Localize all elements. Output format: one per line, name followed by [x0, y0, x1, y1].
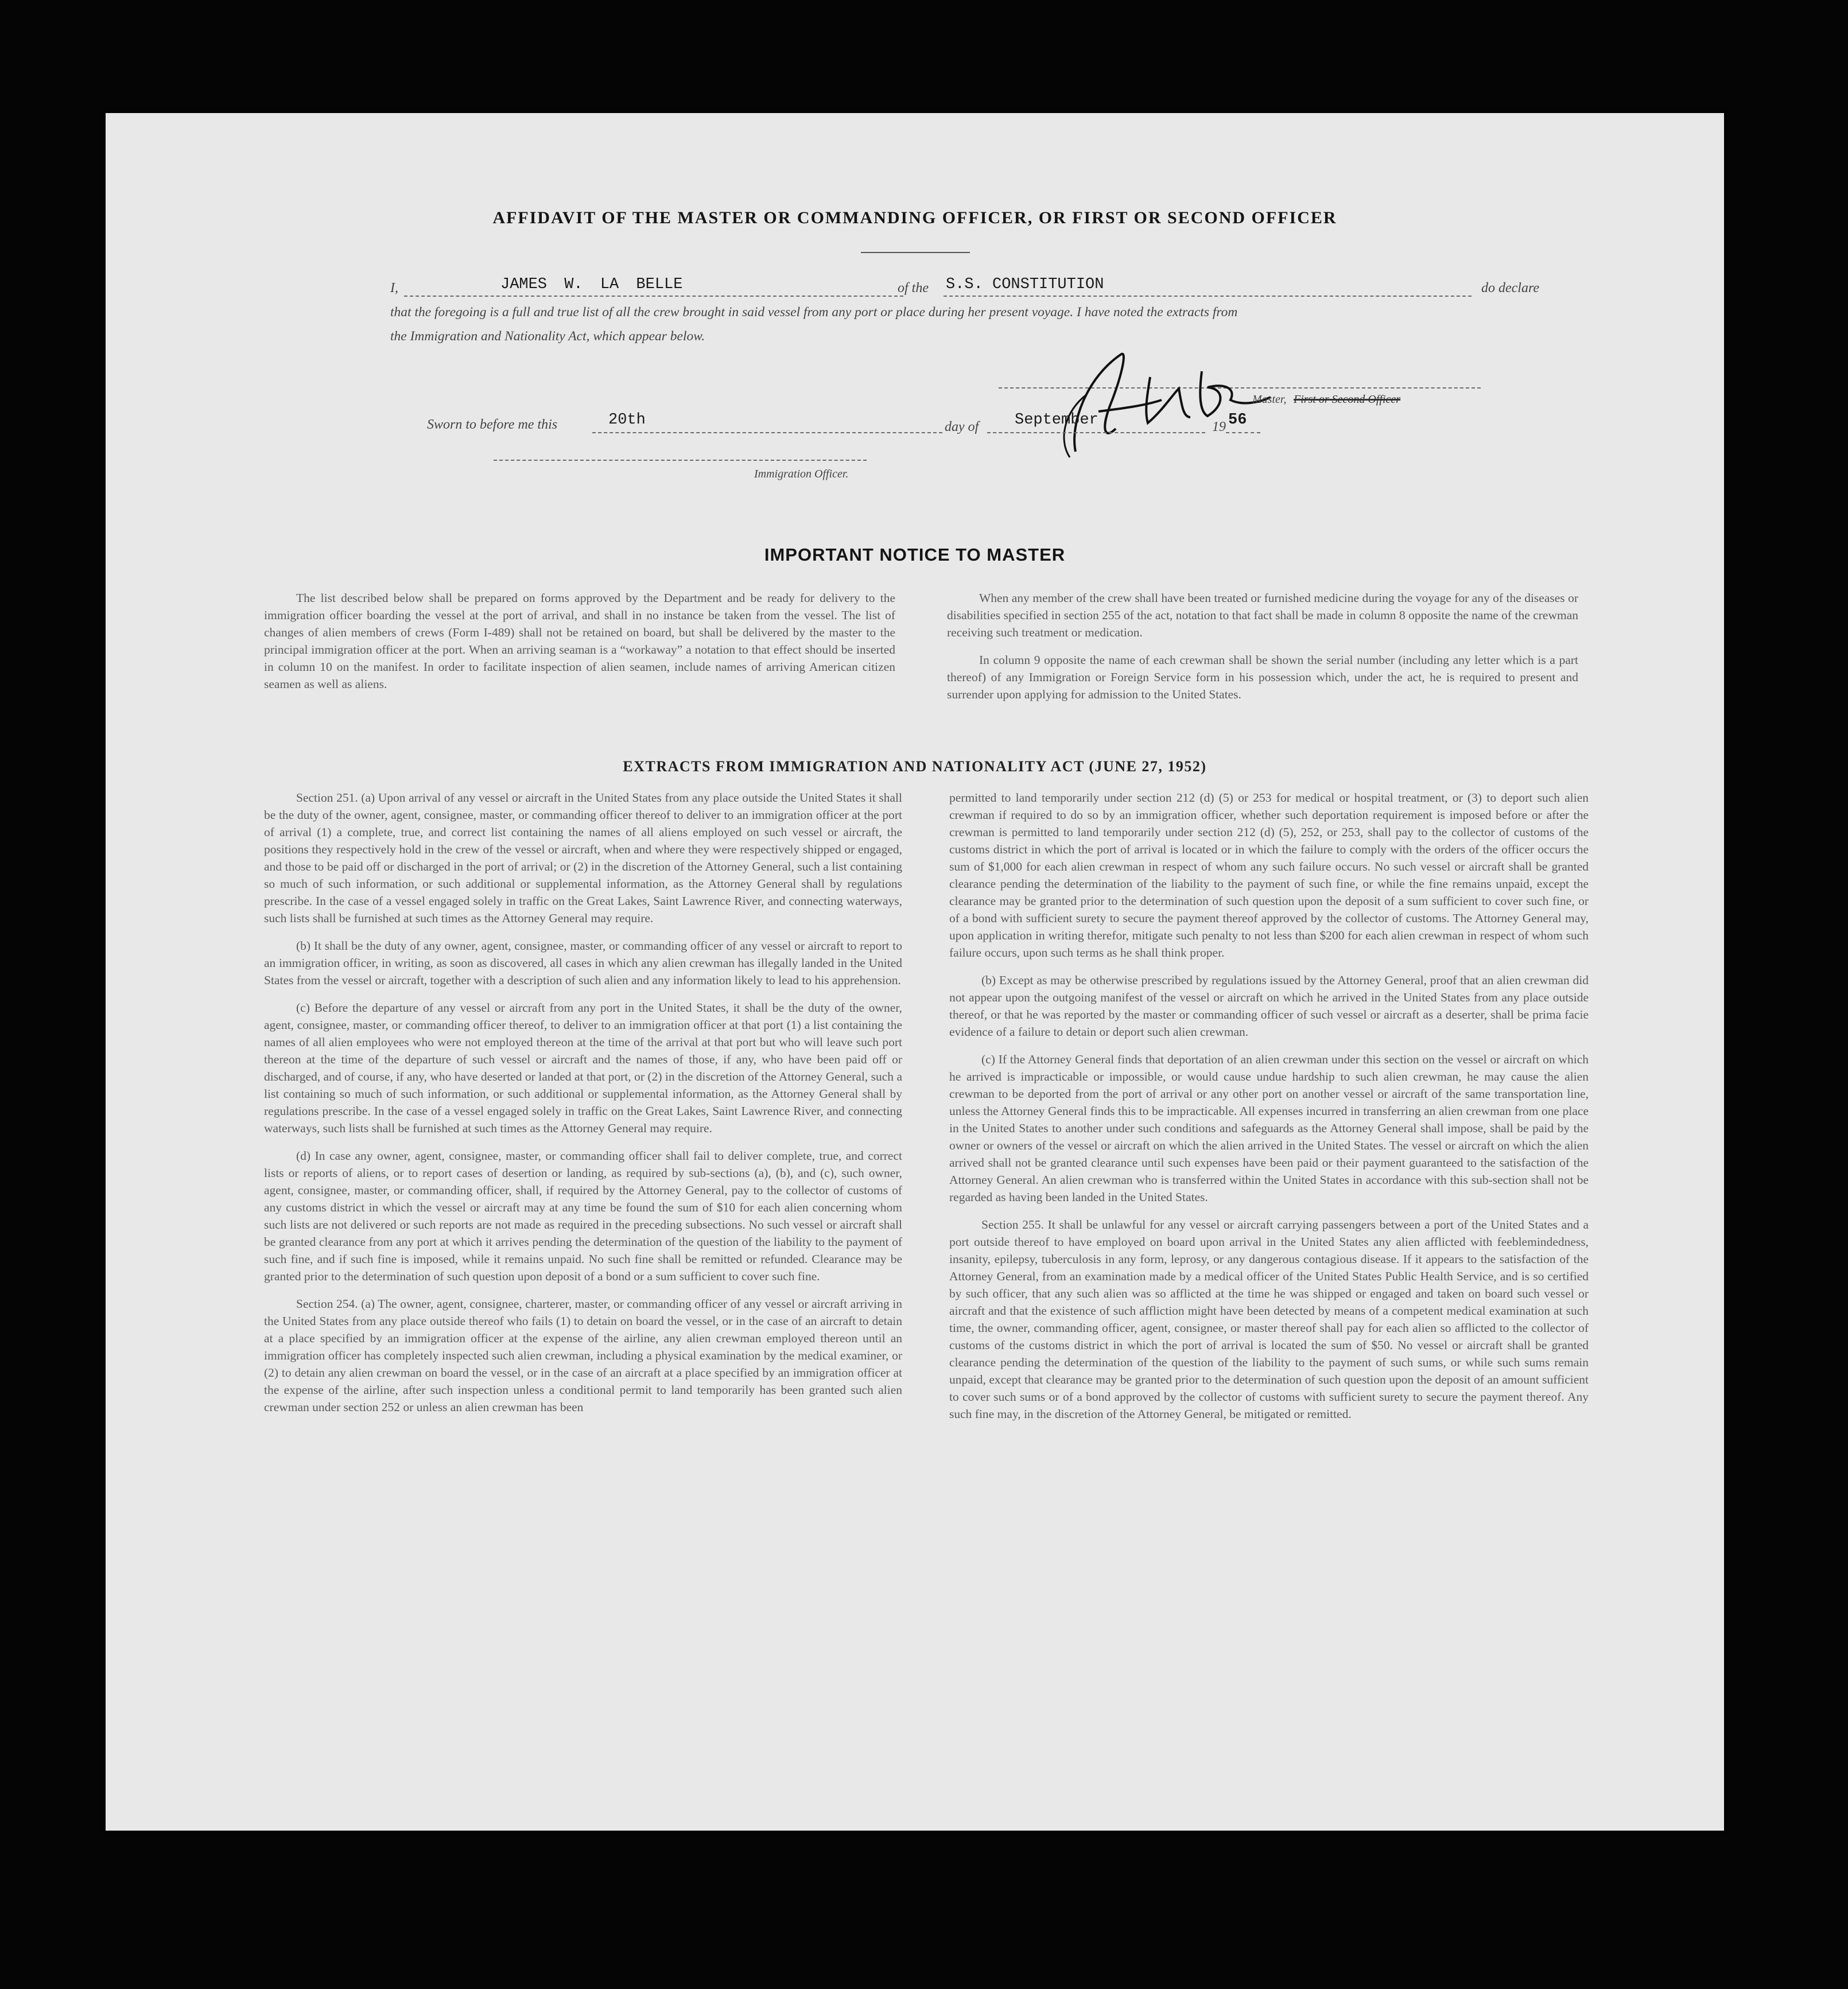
struck-officer-text: First or Second Officer — [1294, 393, 1401, 406]
section-251-c: (c) Before the departure of any vessel or aircraft from any port in the United States, it shall be the duty of the owner, agent, consignee, master, or commanding officer thereof, to deliver to an immigration officer at that port (1) a list containing the names of all alien employees who were not employed thereon at the time of the arrival at that port but who will leave such port thereon at the time of the departure of such vessel or aircraft and the names of those, if any, who have been paid off or discharged, and of course, if any, who have deserted or landed at that port, or (2) in the discretion of the Attorney General, such a list containing so much of such information, or such additional or supplemental information, as the Attorney General shall by regulations prescribe. In the case of a vessel engaged solely in traffic on the Great Lakes, Saint Lawrence River, and connecting waterways, such lists shall be furnished at such times as the Attorney General may require. — [264, 1001, 902, 1135]
i-label: I, — [390, 281, 398, 296]
master-name-field: JAMES W. LA BELLE — [500, 276, 683, 293]
declaration-text-line2: the Immigration and Nationality Act, which appear below. — [390, 329, 705, 344]
section-254-c: (c) If the Attorney General finds that deportation of an alien crewman under this section on the vessel or aircraft on which he arrived is impracticable or impossible, or would cause undue hardship to such alien crewman, he may cause the alien crewman to be deported from the port of arrival or any other port on another vessel or aircraft of the same transportation line, unless the Attorney General finds this to be impracticable. All expenses incurred in transferring an alien crewman from one place in the United States to another under such conditions and safeguards as the Attorney General shall impose, shall be paid by the owner or owners of the vessel or aircraft on which the alien arrived in the United States. The vessel or aircraft on which the alien arrived shall not be granted clearance until such expenses have been paid or their payment guaranteed to the satisfaction of the Attorney General. An alien crewman who is transferred within the United States in accordance with this sub-section shall not be regarded as having been landed in the United States. — [949, 1052, 1589, 1204]
do-declare-label: do declare — [1481, 281, 1540, 296]
master-label: Master, — [1252, 393, 1287, 406]
title-rule — [861, 252, 970, 253]
notice-title: IMPORTANT NOTICE TO MASTER — [764, 545, 1066, 565]
notice-right-paragraph: In column 9 opposite the name of each crewman shall be shown the serial number (including any letter which is a part thereof) of any Immigration or Foreign Service form in his possession which, under the act, he is required to present and surrender upon applying for admission to the United States. — [947, 653, 1578, 701]
section-254-a-cont: permitted to land temporarily under section 212 (d) (5) or 253 for medical or hospital treatment, or (3) to deport such alien crewman if required to do so by an immigration officer, whether such deportation requirement is imposed before or after the crewman is permitted to land temporarily under section 212 (d) (5), 252, or 253, shall pay to the collector of customs of the customs district in which the port of arrival is located or in which the failure to comply with the orders of the officer occurs the sum of $1,000 for each alien crewman in respect of whom any such failure occurs. No such vessel or aircraft shall be granted clearance pending the determination of the liability to the payment of such fine, or while the fine remains unpaid, except the clearance may be granted prior to the determination of such question upon the deposit of a sum sufficient to cover such fine, or of a bond with sufficient surety to secure the payment thereof approved by the collector of customs. The Attorney General may, upon application in writing therefor, mitigate such penalty to not less than $200 for each alien crewman in respect of whom such failure occurs, upon such terms as he shall think proper. — [949, 791, 1589, 959]
day-of-label: day of — [945, 419, 979, 434]
year-prefix: 19 — [1212, 419, 1226, 434]
officer-signature-line — [494, 460, 867, 461]
affidavit-title: AFFIDAVIT OF THE MASTER OR COMMANDING OFFICER, OR FIRST OR SECOND OFFICER — [492, 208, 1337, 227]
of-the-label: of the — [898, 281, 929, 296]
section-251-b: (b) It shall be the duty of any owner, agent, consignee, master, or commanding officer of any vessel or aircraft to report to an immigration officer, in writing, as soon as discovered, all cases in which any alien crewman has illegally landed in the United States from the vessel or aircraft, together with a description of such alien and any information likely to lead to his apprehension. — [264, 939, 902, 987]
year-field: 56 — [1228, 411, 1247, 429]
section-254-b: (b) Except as may be otherwise prescribed by regulations issued by the Attorney General, proof that an alien crewman did not appear upon the outgoing manifest of the vessel or aircraft on which he arrived in the United States from any place outside thereof, or that he was reported by the master or commanding officer of such vessel or aircraft as a deserter, shall be prima facie evidence of a failure to detain or deport such alien crewman. — [949, 973, 1589, 1039]
month-line — [987, 432, 1205, 433]
month-field: September — [1015, 411, 1098, 429]
vessel-name-field: S.S. CONSTITUTION — [946, 276, 1104, 293]
extracts-right-column — [949, 789, 1589, 1433]
officer-label: Immigration Officer. — [754, 468, 849, 480]
extracts-title: EXTRACTS FROM IMMIGRATION AND NATIONALITY ACT (JUNE 27, 1952) — [623, 758, 1207, 775]
section-251-d: (d) In case any owner, agent, consignee, master, or commanding officer shall fail to deliver complete, true, and correct lists or reports of aliens, or to report cases of desertion or landing, as required by sub-sections (a), (b), and (c), such owner, agent, consignee, master, or commanding officer, shall, if required by the Attorney General, pay to the collector of customs of any customs district in which the vessel or aircraft may at any time be found the sum of $10 for each alien concerning whom such lists are not delivered or such reports are not made as required in the preceding subsections. No such vessel or aircraft shall be granted clearance from any port at which it arrives pending the determination of the question of the liability to the payment of such fine, and if such fine is imposed, while it remains unpaid. No such fine shall be remitted or refunded. Clearance may be granted prior to the determination of such question upon deposit of a bond or a sum sufficient to cover such fine. — [264, 1149, 902, 1283]
name-line — [404, 296, 903, 297]
vessel-line — [944, 296, 1472, 297]
section-251-a: Section 251. (a) Upon arrival of any vessel or aircraft in the United States from any place outside the United States it shall be the duty of the owner, agent, consignee, master, or commanding officer thereof to deliver to an immigration officer at the port of arrival (1) a complete, true, and correct list containing the names of all aliens employed on such vessel or aircraft, the positions they respectively hold in the crew of the vessel or aircraft, when and where they were respectively shipped or engaged, and those to be paid off or discharged in the port of arrival; or (2) in the discretion of the Attorney General, such a list containing so much of such information, or such additional or supplemental information, as the Attorney General shall by regulations prescribe. In the case of a vessel engaged solely in traffic on the Great Lakes, Saint Lawrence River, and connecting waterways, such lists shall be furnished at such times as the Attorney General may require. — [264, 791, 902, 925]
notice-right-column — [947, 589, 1578, 713]
day-field: 20th — [608, 411, 646, 429]
document-page — [106, 113, 1724, 1831]
section-254-a: Section 254. (a) The owner, agent, consignee, charterer, master, or commanding officer of any vessel or aircraft arriving in the United States from any place outside thereof who fails (1) to detain on board the vessel, or in the case of an aircraft to detain at a place specified by an immigration officer at the expense of the airline, any alien crewman employed thereon until an immigration officer has completely inspected such alien crewman, including a physical examination by the medical examiner, or (2) to detain any alien crewman on board the vessel, or in the case of an aircraft at a place specified by an immigration officer at the expense of the airline, after such inspection unless a conditional permit to land temporarily has been granted such alien crewman under section 252 or unless an alien crewman has been — [264, 1297, 902, 1414]
notice-right-paragraph: When any member of the crew shall have been treated or furnished medicine during the voyage for any of the diseases or disabilities specified in section 255 of the act, notation to that fact shall be made in column 8 opposite the name of the crewman receiving such treatment or medication. — [947, 591, 1578, 639]
year-line — [1226, 432, 1260, 433]
extracts-left-column — [264, 789, 902, 1426]
notice-left-paragraph: The list described below shall be prepared on forms approved by the Department and be ready for delivery to the immigration officer boarding the vessel at the port of arrival, and shall in no instance be taken from the vessel. The list of changes of alien members of crews (Form I-489) shall not be retained on board, but shall be delivered by the master to the principal immigration officer at the port. When an arriving seaman is a “workaway” a notation to that effect should be inserted in column 10 on the manifest. In order to facilitate inspection of alien seamen, include names of arriving American citizen seamen as well as aliens. — [264, 591, 895, 691]
declaration-text-line1: that the foregoing is a full and true list of all the crew brought in said vessel from any port or place during her present voyage. I have noted the extracts from — [390, 305, 1238, 320]
notice-left-column — [264, 589, 895, 703]
day-line — [592, 432, 942, 433]
section-255: Section 255. It shall be unlawful for any vessel or aircraft carrying passengers between a port of the United States and a port outside thereof to have employed on board upon arrival in the United States any alien afflicted with feeblemindedness, insanity, epilepsy, tuberculosis in any form, leprosy, or any dangerous contagious disease. If it appears to the satisfaction of the Attorney General, from an examination made by a medical officer of the United States Public Health Service, and is so certified by such officer, that any such alien was so afflicted at the time he was shipped or engaged and taken on board such vessel or aircraft and that the existence of such affliction might have been detected by means of a competent medical examination at such time, the owner, commanding officer, agent, consignee, or master thereof shall pay for each alien so afflicted to the collector of customs of the customs district in which the port of arrival is located the sum of $50. No vessel or aircraft shall be granted clearance pending the determination of the question of the liability to the payment of such sums, or while such sums remain unpaid, except that clearance may be granted prior to the determination of such question upon the deposit of an amount sufficient to cover such sums or of a bond approved by the collector of customs with sufficient surety to secure the payment thereof. Any such fine may, in the discretion of the Attorney General, be mitigated or remitted. — [949, 1218, 1589, 1421]
sworn-label: Sworn to before me this — [427, 417, 558, 432]
